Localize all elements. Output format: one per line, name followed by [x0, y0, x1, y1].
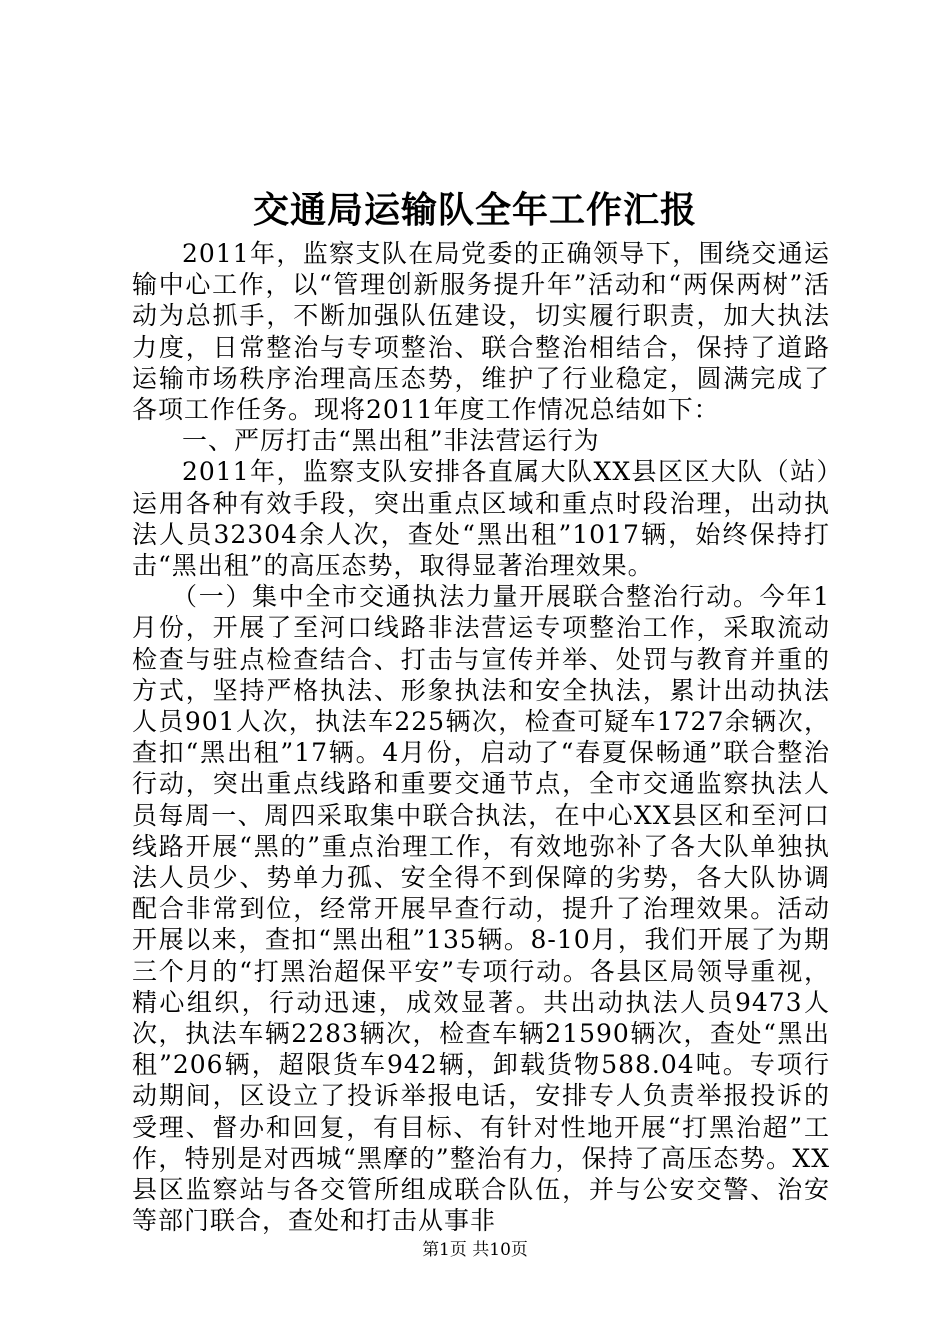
- section-heading: 一、严厉打击“黑出租”非法营运行为: [182, 426, 600, 456]
- intro-paragraph: 2011年，监察支队在局党委的正确领导下，围绕交通运输中心工作，以“管理创新服务提升年”活动和“两保两树”活动为总抓手，不断加强队伍建设，切实履行职责，加大执法力度，日常整治与专项整治、联合整治相结合，保持了道路运输市场秩序治理高压态势，维护了行业稳定，圆满完成了各项工作任务。现将2011年度工作情况总结如下：: [132, 239, 830, 425]
- document-body: [132, 238, 830, 1237]
- section-summary-paragraph: 2011年，监察支队安排各直属大队XX县区区大队（站）运用各种有效手段，突出重点区域和重点时段治理，出动执法人员32304余人次，查处“黑出租”1017辆，始终保持打击“黑出租”的高压态势，取得显著治理效果。: [132, 457, 830, 581]
- subsection-paragraph: （一）集中全市交通执法力量开展联合整治行动。今年1月份，开展了至河口线路非法营运专项整治工作，采取流动检查与驻点检查结合、打击与宣传并举、处罚与教育并重的方式，坚持严格执法、形象执法和安全执法，累计出动执法人员901人次，执法车225辆次，检查可疑车1727余辆次，查扣“黑出租”17辆。4月份，启动了“春夏保畅通”联合整治行动，突出重点线路和重要交通节点，全市交通监察执法人员每周一、周四采取集中联合执法，在中心XX县区和至河口线路开展“黑的”重点治理工作，有效地弥补了各大队单独执法人员少、势单力孤、安全得不到保障的劣势，各大队协调配合非常到位，经常开展早查行动，提升了治理效果。活动开展以来，查扣“黑出租”135辆。8-10月，我们开展了为期三个月的“打黑治超保平安”专项行动。各县区局领导重视，精心组织，行动迅速，成效显著。共出动执法人员9473人次，执法车辆2283辆次，检查车辆21590辆次，查处“黑出租”206辆，超限货车942辆，卸载货物588.04吨。专项行动期间，区设立了投诉举报电话，安排专人负责举报投诉的受理、督办和回复，有目标、有针对性地开展“打黑治超”工作，特别是对西城“黑摩的”整治有力，保持了高压态势。XX县区监察站与各交管所组成联合队伍，并与公安交警、治安等部门联合，查处和打击从事非: [132, 582, 830, 1236]
- page-number-footer: 第1页 共10页: [422, 1240, 528, 1260]
- page-title: 交通局运输队全年工作汇报: [252, 189, 697, 231]
